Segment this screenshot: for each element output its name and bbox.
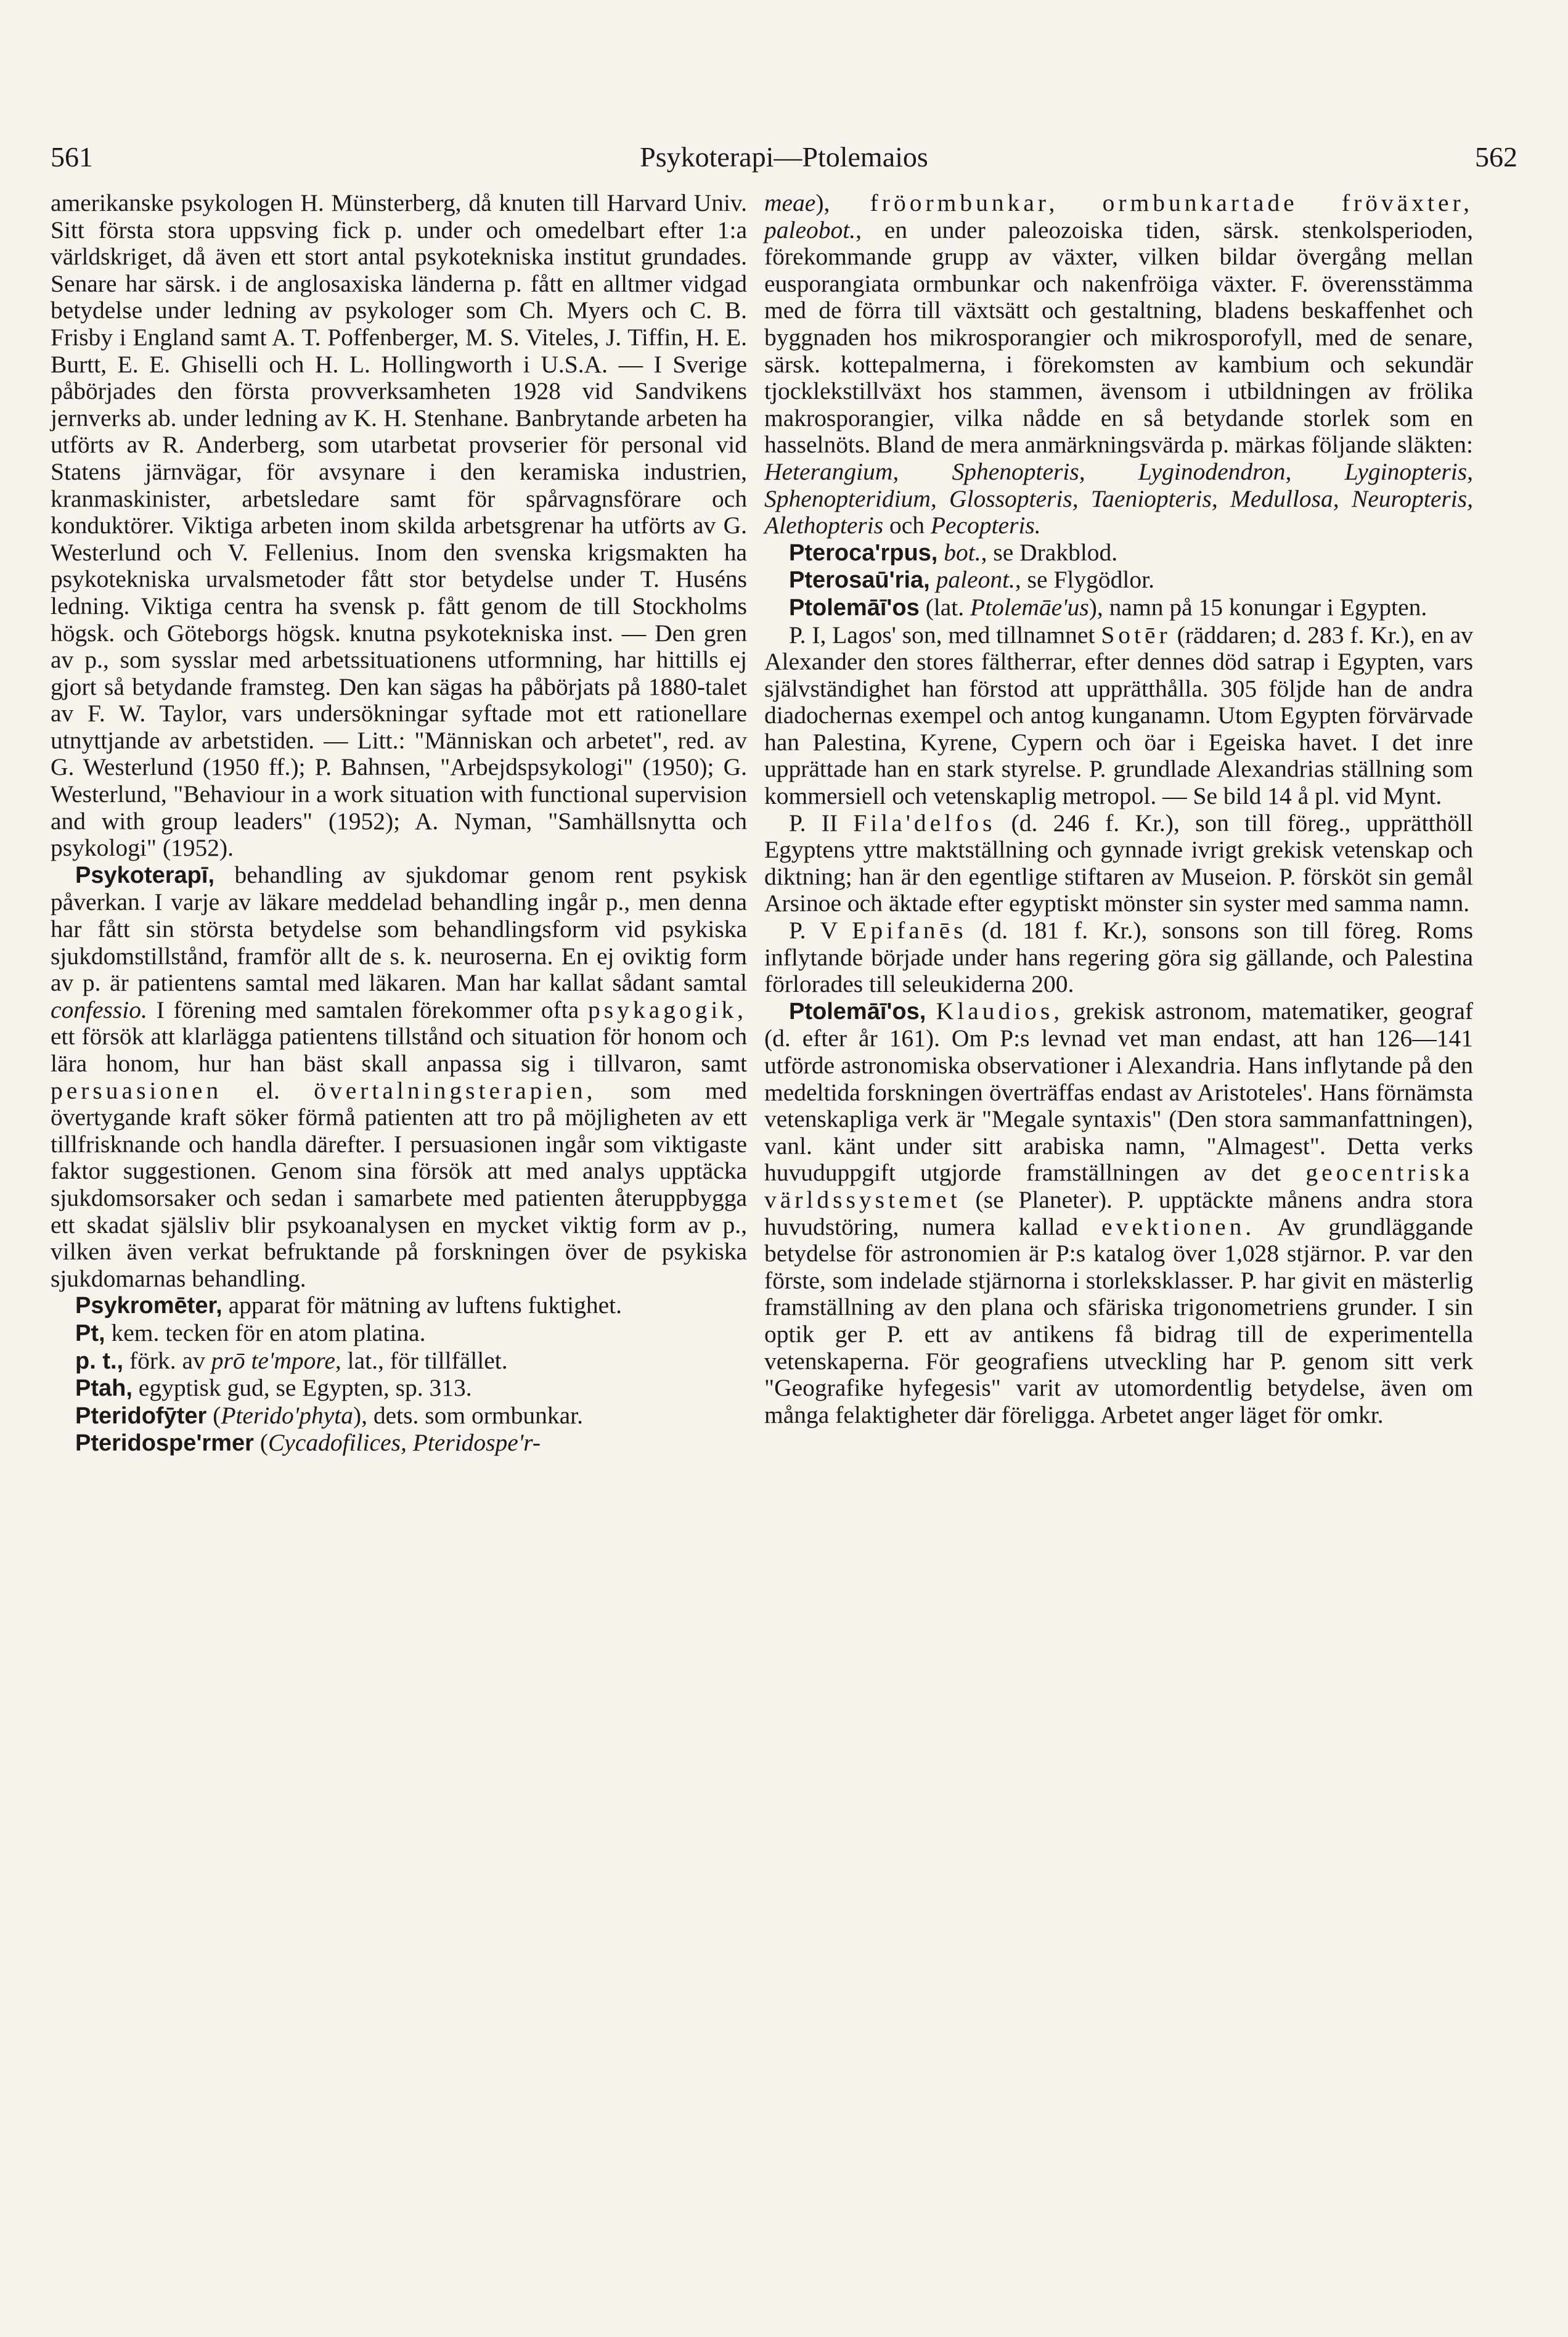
page-number-right: 562 bbox=[1475, 141, 1517, 173]
headword: Pt, bbox=[75, 1320, 105, 1346]
entry-pt bbox=[51, 1320, 747, 1348]
entry-italic: prō te'mpore, bbox=[211, 1346, 341, 1374]
entry-spaced: Fila'delfos bbox=[853, 809, 996, 837]
entry-text: el. bbox=[222, 1076, 314, 1104]
entry-ptolemaios-klaudios bbox=[764, 998, 1473, 1429]
entry-pterocarpus bbox=[764, 539, 1473, 567]
entry-italic: meae bbox=[764, 189, 816, 216]
entry-italic: confessio. bbox=[51, 996, 147, 1023]
headword: Ptah, bbox=[75, 1375, 133, 1402]
entry-text: apparat för mätning av luftens fuktighet. bbox=[222, 1291, 622, 1319]
subentry-ptolemaios-ii bbox=[764, 810, 1473, 917]
entry-text: ), namn på 15 konungar i Egypten. bbox=[1088, 593, 1427, 621]
entry-pteridofyter bbox=[51, 1402, 747, 1430]
page-header bbox=[51, 141, 1517, 184]
entry-pterosauria bbox=[764, 567, 1473, 594]
page-number-left: 561 bbox=[51, 141, 93, 173]
entry-psykrometer bbox=[51, 1292, 747, 1320]
headword: Psykromēter, bbox=[75, 1293, 223, 1319]
entry-spaced: Sotēr bbox=[1101, 621, 1171, 649]
entry-text: amerikanske psykologen H. Münsterberg, då knuten till Harvard Univ. Sitt första stora uppsving fick p. under och omedelbart efter 1:a världskriget, då även ett stort antal psykotekniska institut grundades. Senare har särsk. i de anglosaxiska länderna p. fått en alltmer vidgad betydelse under ledning av psykologer som Ch. Myers och C. B. Frisby i England samt A. T. Poffenberger, M. S. Viteles, J. Tiffin, H. E. Burtt, E. E. Ghiselli och H. L. Hollingworth i U.S.A. — I Sverige påbörjades den första provverksamheten 1928 vid Sandvikens jernverks ab. under ledning av K. H. Stenhane. Banbrytande arbeten ha utförts av R. Anderberg, som utarbetat provserier för personal vid Statens järnvägar, för avsynare i den keramiska industrien, kranmaskinister, arbetsledare samt för spårvagnsförare och konduktörer. Viktiga arbeten inom skilda arbetsgrenar ha utförts av G. Westerlund och V. Fellenius. Inom den svenska krigsmakten ha psykotekniska urvalsmetoder fått stor betydelse under T. Huséns ledning. Viktiga centra ha svensk p. fått genom de till Stockholms högsk. och Göteborgs högsk. knutna psykotekniska inst. — Den gren av p., som sysslar med arbetssituationens utformning, har hittills ej gjort så betydande framsteg. Den kan sägas ha påbörjats på 1880-talet av F. W. Taylor, vars undersökningar syftade mot ett rationellare utnyttjande av arbetstiden. — Litt.: "Människan och arbetet", red. av G. Westerlund (1950 ff.); P. Bahnsen, "Arbejdspsykologi" (1950); G. Westerlund, "Behaviour in a work situation with functional supervision and with group leaders" (1952); A. Nyman, "Samhällsnytta och psykologi" (1952). bbox=[51, 189, 747, 862]
entry-ptolemaios bbox=[764, 594, 1473, 622]
headword: Psykoterapī, bbox=[75, 862, 214, 888]
entry-italic: Ptolemāe'us bbox=[970, 593, 1089, 621]
entry-text bbox=[926, 997, 936, 1025]
entry-spaced: fröormbunkar, ormbunkartade fröväxter, bbox=[870, 189, 1474, 216]
headword: Pteroca'rpus, bbox=[789, 539, 938, 566]
entry-italic: Pterido'phyta bbox=[221, 1401, 353, 1429]
entry-text: , en under paleozoiska tiden, särsk. stenkolsperioden, förekommande grupp av växter, vilken bildar övergång mellan eusporangiata ormbunkar och nakenfröiga växter. F. överensstämma med de förra till växtsätt och gestaltning, bladens beskaffenhet och byggnaden hos mikrosporangier och mikrosporofyll, med de senare, särsk. kottepalmerna, i förekomsten av kambium och sekundär tjocklekstillväxt hos stammen, ävensom i utbildningen av frölika makrosporangier, vilka nådde en så betydande storlek som en hasselnöts. Bland de mera anmärkningsvärda p. märkas följande släkten: bbox=[764, 216, 1473, 459]
entry-text: , se Drakblod. bbox=[981, 538, 1118, 566]
entry-text: , se Flygödlor. bbox=[1015, 566, 1154, 594]
entry-text bbox=[930, 566, 936, 593]
entry-text: och bbox=[883, 512, 931, 539]
column-left bbox=[51, 190, 747, 1457]
entry-text: grekisk astronom, matematiker, geograf (d. efter år 161). Om P:s levnad vet man endast, att han 126—141 utförde astronomiska observationer i Alexandria. Hans inflytande på den medeltida forskningen överträffas endast av Aristoteles'. Hans förnämsta vetenskapliga verk är "Megale syntaxis" (Den stora sammanfattningen), vanl. känt under sitt arabiska namn, "Almagest". Detta verks huvuduppgift utgjorde framställningen av det bbox=[764, 997, 1474, 1187]
entry-text: lat., för tillfället. bbox=[341, 1346, 508, 1374]
headword: Pteridospe'rmer bbox=[75, 1430, 254, 1457]
entry-text: behandling av sjukdomar genom rent psykisk påverkan. I varje av läkare meddelad behandling ingår p., men denna har fått sin största betydelse som behandlingsform vid psykiska sjukdomstillstånd, framför allt de s. k. neuroserna. En ej oviktig form av p. är patientens samtal med läkaren. Man har kallat sådant samtal bbox=[51, 861, 747, 997]
entry-psykoterapi bbox=[51, 862, 747, 1293]
entry-text: Av grundläggande betydelse för astronomien är P:s katalog över 1,028 stjärnor. P. var den förste, som indelade stjärnorna i storleksklasser. P. har givit en mästerlig framställning av den plana och sfäriska trigonometriens grunder. I sin optik ger P. ett av antikens få bidrag till de experimentella vetenskaperna. För geografiens utveckling har P. genom sitt verk "Geografike hyfegesis" varit av utomordentlig betydelse, även om många felaktigheter där föreligga. Arbetet anger läget för omkr. bbox=[764, 1213, 1474, 1428]
entry-text: (räddaren; d. 283 f. Kr.), en av Alexander den stores fältherrar, efter dennes död satrap i Egypten, vars självständighet han förstod att upprätthålla. 305 följde han de andra diadochernas exempel och antog kunganamn. Utom Egypten förvärvade han Palestina, Kyrene, Cypern och öar i Egeiska havet. I det inre upprättade han en stark styrelse. P. grundlade Alexandrias ställning som kommersiell och vetenskaplig metropol. — Se bild 14 å pl. vid Mynt. bbox=[764, 621, 1474, 810]
entry-text: som med övertygande kraft söker förmå patienten att tro på möjligheten av ett tillfrisknande och handla därefter. I persuasionen ingår som viktigaste faktor suggestionen. Genom sina försök att med analys upptäcka sjukdomsorsaker och sedan i samarbete med patienten återuppbygga ett skadat själsliv blir psykoanalysen en mycket viktig form av p., vilken även verkat befruktande på forskningen över de psykiska sjukdomarnas behandling. bbox=[51, 1076, 747, 1292]
entry-text: ( bbox=[253, 1429, 268, 1457]
entry-text: (se Planeter). P. upptäckte månens andra stora huvudstöring, numera kallad bbox=[764, 1185, 1473, 1240]
entry-italic: bot. bbox=[944, 538, 981, 566]
entry-spaced: Klaudios, bbox=[936, 997, 1064, 1025]
entry-text bbox=[937, 539, 944, 566]
entry-italic: paleobot. bbox=[764, 216, 856, 244]
entry-text: (d. 246 f. Kr.), son till föreg., upprätthöll Egyptens yttre maktställning och gynnade ivrigt grekisk vetenskap och diktning; han är den egentlige stiftaren av Museion. P. försköt sin gemål Arsinoe och äktade efter egyptiskt mönster sin syster med samma namn. bbox=[764, 809, 1473, 917]
entry-italic: Pecopteris. bbox=[930, 512, 1041, 539]
entry-text: I förening med samtalen förekommer ofta bbox=[147, 996, 588, 1023]
entry-text: P. V bbox=[789, 917, 852, 944]
entry-italic: Cycadofilices, Pteridospe'r- bbox=[267, 1429, 541, 1457]
entry-psykoteknik-continued bbox=[51, 190, 747, 862]
headword: Pteridofȳter bbox=[75, 1402, 207, 1429]
entry-text: kem. tecken för en atom platina. bbox=[105, 1319, 426, 1346]
entry-text: ), dets. som ormbunkar. bbox=[353, 1401, 584, 1429]
entry-spaced: persuasionen bbox=[51, 1076, 223, 1104]
headword: p. t., bbox=[75, 1348, 124, 1374]
entry-spaced: evektionen. bbox=[1101, 1213, 1256, 1240]
entry-text: (d. 181 f. Kr.), sonsons son till föreg. Roms inflytande började under hans regering göra sig gällande, och Palestina förlorades till seleukiderna 200. bbox=[764, 917, 1473, 998]
entry-spaced: geocentriska världssystemet bbox=[764, 1159, 1473, 1213]
entry-text: (lat. bbox=[919, 593, 971, 621]
entry-ptah bbox=[51, 1375, 747, 1402]
entry-text: ett försök att klarlägga patientens tillstånd och situation för honom och lära honom, hur han bäst skall anpassa sig i tillvaron, samt bbox=[51, 1023, 747, 1077]
entry-italic: Heterangium, Sphenopteris, Lyginodendron, Lyginopteris, Sphenopteridium, Glossopteris, Taeniopteris, Medullosa, Neuropteris, Alethopteris bbox=[764, 457, 1473, 539]
entry-text: P. II bbox=[789, 809, 854, 837]
entry-text: egyptisk gud, se Egypten, sp. 313. bbox=[132, 1374, 472, 1402]
entry-p-t bbox=[51, 1348, 747, 1375]
headword: Ptolemāī'os bbox=[789, 594, 920, 621]
subentry-ptolemaios-i bbox=[764, 622, 1473, 810]
entry-spaced: Epifanēs bbox=[852, 917, 967, 944]
entry-text: P. I, Lagos' son, med tillnamnet bbox=[789, 621, 1101, 649]
running-title: Psykoterapi—Ptolemaios bbox=[640, 141, 928, 173]
entry-text: ( bbox=[206, 1401, 221, 1429]
subentry-ptolemaios-v bbox=[764, 917, 1473, 998]
entry-spaced: psykagogik, bbox=[587, 996, 747, 1023]
entry-spaced: övertalningsterapien, bbox=[314, 1076, 597, 1104]
entry-text: förk. av bbox=[123, 1346, 211, 1374]
entry-italic: paleont. bbox=[936, 566, 1015, 594]
entry-pteridospermer-continued bbox=[764, 190, 1473, 539]
column-right bbox=[764, 190, 1473, 1428]
headword: Ptolemāī'os, bbox=[789, 998, 926, 1025]
entry-pteridospermer bbox=[51, 1430, 747, 1457]
headword: Pterosaū'ria, bbox=[789, 567, 930, 594]
entry-text: ), bbox=[815, 189, 870, 216]
